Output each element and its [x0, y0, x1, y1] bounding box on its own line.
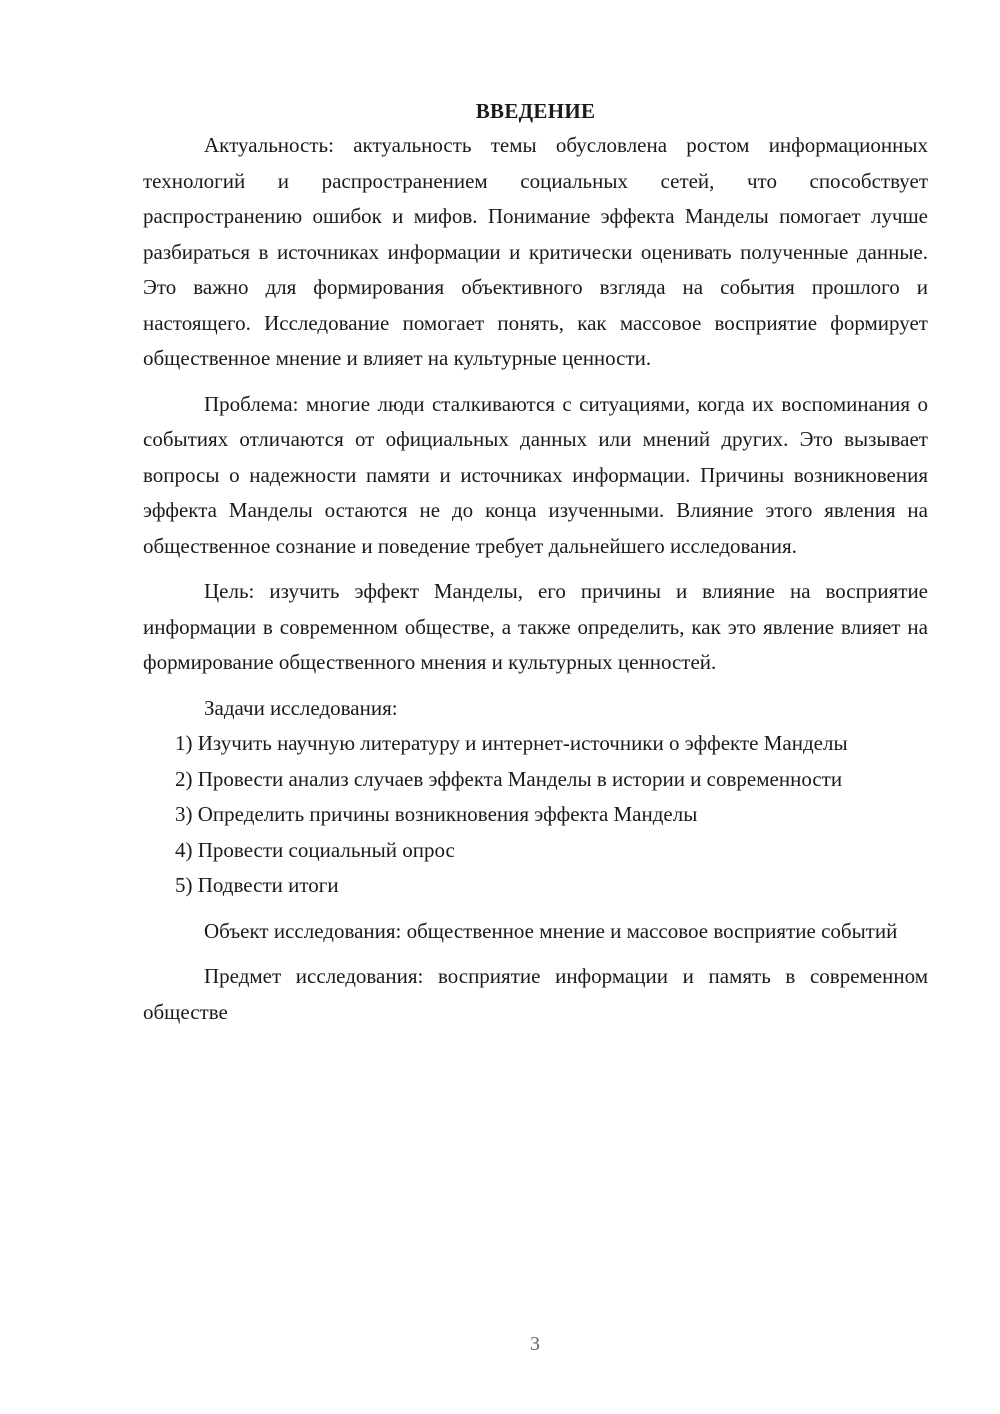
page-content [143, 96, 928, 1030]
task-item-3: 3) Определить причины возникновения эффекта Манделы [175, 802, 698, 826]
paragraph-relevance: Актуальность: актуальность темы обусловлена ростом информационных технологий и распространением социальных сетей, что способствует распространению ошибок и мифов. Понимание эффекта Манделы помогает лучше разбираться в источниках информации и критически оценивать полученные данные. Это важно для формирования объективного взгляда на события прошлого и настоящего. Исследование помогает понять, как массовое восприятие формирует общественное мнение и влияет на культурные ценности. [143, 133, 928, 370]
paragraph-goal: Цель: изучить эффект Манделы, его причины и влияние на восприятие информации в современном обществе, а также определить, как это явление влияет на формирование общественного мнения и культурных ценностей. [143, 579, 928, 674]
task-item-2: 2) Провести анализ случаев эффекта Манделы в истории и современности [175, 766, 843, 791]
paragraph-problem: Проблема: многие люди сталкиваются с ситуациями, когда их воспоминания о событиях отличаются от официальных данных или мнений других. Это вызывает вопросы о надежности памяти и источниках информации. Причины возникновения эффекта Манделы остаются не до конца изученными. Влияние этого явления на общественное сознание и поведение требует дальнейшего исследования. [143, 391, 928, 558]
task-item-5: 5) Подвести итоги [175, 873, 339, 897]
paragraph-object: Объект исследования: общественное мнение и массовое восприятие событий [204, 918, 898, 943]
tasks-title: Задачи исследования: [204, 695, 398, 720]
section-heading: ВВЕДЕНИЕ [475, 99, 596, 123]
task-item-4: 4) Провести социальный опрос [175, 837, 455, 862]
page-number: 3 [530, 1333, 540, 1355]
paragraph-subject: Предмет исследования: восприятие информации и память в современном обществе [143, 964, 928, 1024]
task-item-1: 1) Изучить научную литературу и интернет-источники о эффекте Манделы [175, 731, 848, 755]
